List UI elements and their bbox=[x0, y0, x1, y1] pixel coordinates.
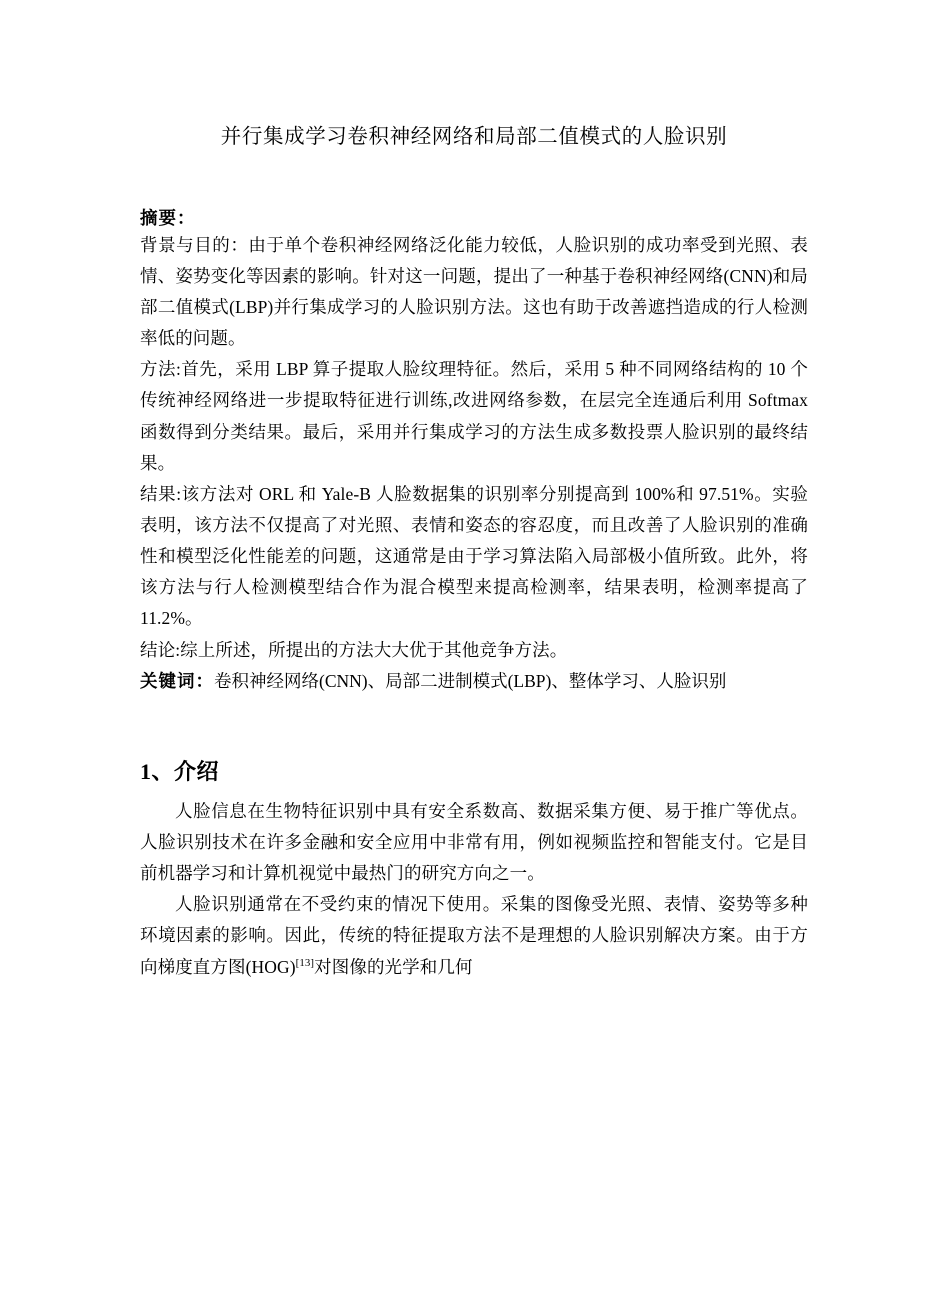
abstract-paragraph-2: 方法:首先，采用 LBP 算子提取人脸纹理特征。然后，采用 5 种不同网络结构的 10 个传统神经网络进一步提取特征进行训练,改进网络参数，在层完全连通后利用 Softmax 函数得到分类结果。最后，采用并行集成学习的方法生成多数投票人脸识别的最终结果。 bbox=[140, 359, 808, 473]
section-paragraph-1: 人脸信息在生物特征识别中具有安全系数高、数据采集方便、易于推广等优点。人脸识别技术在许多金融和安全应用中非常有用，例如视频监控和智能支付。它是目前机器学习和计算机视觉中最热门的研究方向之一。 bbox=[140, 800, 808, 884]
abstract-label: 摘要： bbox=[140, 207, 196, 228]
section-paragraph-2-main: 人脸识别通常在不受约束的情况下使用。采集的图像受光照、表情、姿势等多种环境因素的影响。因此，传统的特征提取方法不是理想的人脸识别解决方案。由于方向梯度直方图(HOG) bbox=[140, 894, 808, 977]
keywords-text: 卷积神经网络(CNN)、局部二进制模式(LBP)、整体学习、人脸识别 bbox=[214, 670, 727, 691]
abstract-paragraph-3: 结果:该方法对 ORL 和 Yale-B 人脸数据集的识别率分别提高到 100%和 97.51%。实验表明，该方法不仅提高了对光照、表情和姿态的容忍度，而且改善了人脸识别的准确性和模型泛化性能差的问题，这通常是由于学习算法陷入局部极小值所致。此外，将该方法与行人检测模型结合作为混合模型来提高检测率，结果表明，检测率提高了 11.2%。 bbox=[140, 483, 808, 629]
section-paragraph-2-tail: 对图像的光学和几何 bbox=[314, 956, 473, 977]
keywords-line bbox=[140, 666, 808, 697]
section-heading-introduction: 1、介绍 bbox=[140, 758, 220, 784]
keywords-label: 关键词： bbox=[140, 670, 214, 691]
abstract-paragraph-4: 结论:综上所述，所提出的方法大大优于其他竞争方法。 bbox=[140, 639, 568, 660]
abstract-paragraph-1: 背景与目的：由于单个卷积神经网络泛化能力较低，人脸识别的成功率受到光照、表情、姿势变化等因素的影响。针对这一问题，提出了一种基于卷积神经网络(CNN)和局部二值模式(LBP)并行集成学习的人脸识别方法。这也有助于改善遮挡造成的行人检测率低的问题。 bbox=[140, 234, 808, 349]
section-paragraph-2 bbox=[140, 889, 808, 982]
page-title: 并行集成学习卷积神经网络和局部二值模式的人脸识别 bbox=[220, 126, 728, 148]
citation-marker: [13] bbox=[295, 956, 315, 969]
